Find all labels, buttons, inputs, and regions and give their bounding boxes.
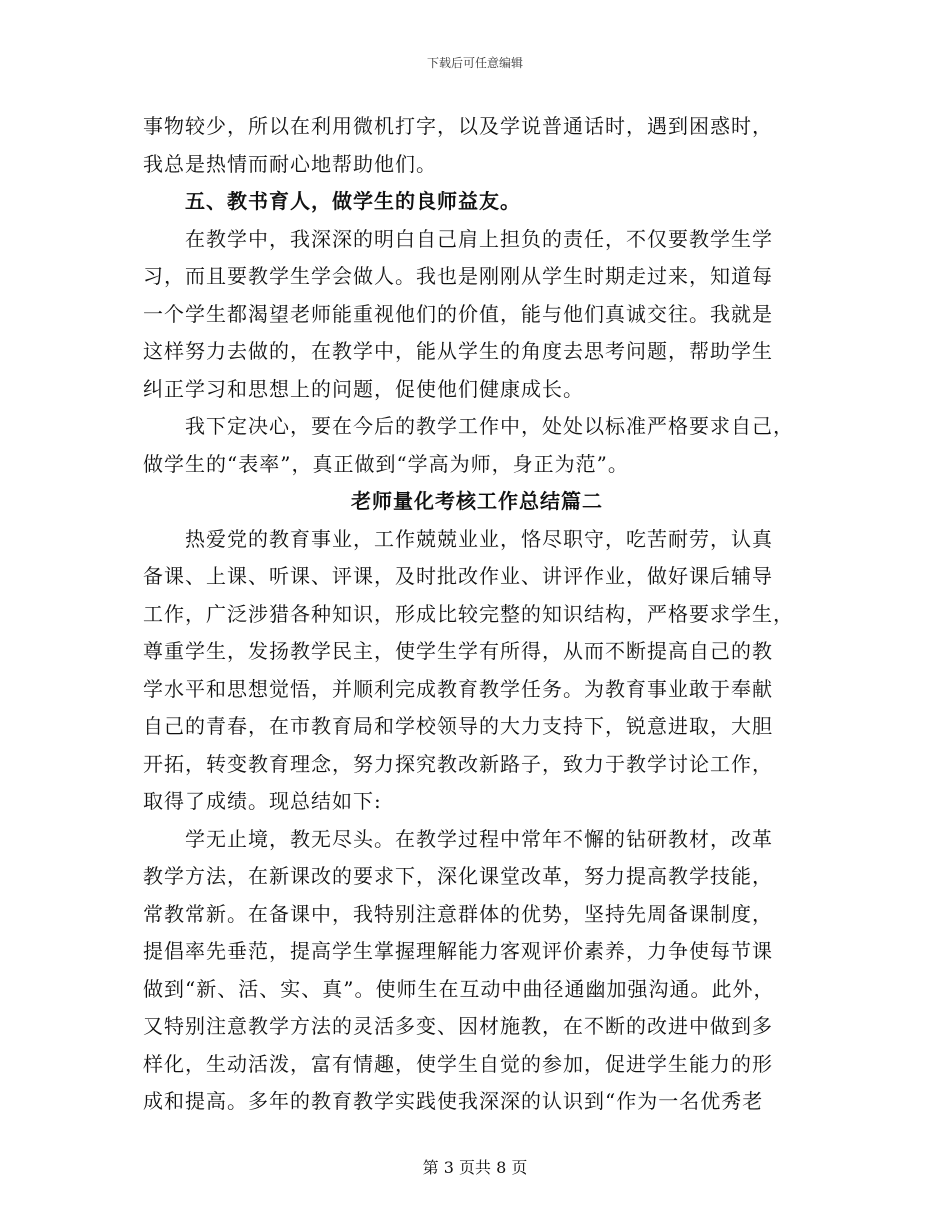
page-footer: 第 3 页共 8 页 bbox=[422, 1158, 528, 1177]
para7-line-1: 热爱党的教育事业，工作兢兢业业，恪尽职守，吃苦耐劳，认真 bbox=[143, 526, 773, 551]
para7-line-8: 取得了成绩。现总结如下: bbox=[143, 789, 382, 813]
document-body bbox=[143, 108, 811, 1121]
para5-line-3: 一个学生都渴望老师能重视他们的价值，能与他们真诚交往。我就是 bbox=[143, 301, 773, 326]
para5-line-5: 纠正学习和思想上的问题，促使他们健康成长。 bbox=[143, 376, 584, 401]
para8-line-8: 成和提高。多年的教育教学实践使我深深的认识到“作为一名优秀老 bbox=[143, 1089, 764, 1113]
para8-line-2: 教学方法，在新课改的要求下，深化课堂改革，努力提高教学技能， bbox=[143, 864, 773, 888]
para8-line-1: 学无止境，教无尽头。在教学过程中常年不懈的钻研教材，改革 bbox=[143, 826, 773, 851]
para7-line-7: 开拓，转变教育理念，努力探究教改新路子，致力于教学讨论工作， bbox=[143, 751, 773, 776]
section-title: 老师量化考核工作总结篇二 bbox=[351, 489, 603, 513]
para8-line-7: 样化，生动活泼，富有情趣，使学生自觉的参加，促进学生能力的形 bbox=[143, 1051, 773, 1076]
para5-line-1: 在教学中，我深深的明白自己肩上担负的责任，不仅要教学生学 bbox=[143, 226, 773, 251]
body-line-2: 我总是热情而耐心地帮助他们。 bbox=[143, 151, 437, 176]
para7-line-5: 学水平和思想觉悟，并顺利完成教育教学任务。为教育事业敢于奉献 bbox=[143, 676, 773, 701]
para8-line-4: 提倡率先垂范，提高学生掌握理解能力客观评价素养，力争使每节课 bbox=[143, 939, 773, 963]
body-line-1: 事物较少，所以在利用微机打字，以及学说普通话时，遇到困惑时， bbox=[143, 114, 773, 138]
para5-line-4: 这样努力去做的，在教学中，能从学生的角度去思考问题，帮助学生 bbox=[143, 339, 773, 363]
para7-line-4: 尊重学生，发扬教学民主，使学生学有所得，从而不断提高自己的教 bbox=[143, 639, 773, 663]
section-heading-5: 五、教书育人，做学生的良师益友。 bbox=[185, 189, 521, 213]
para7-line-2: 备课、上课、听课、评课，及时批改作业、讲评作业，做好课后辅导 bbox=[143, 564, 773, 588]
para6-line-2: 做学生的“表率”，真正做到“学高为师，身正为范”。 bbox=[143, 451, 629, 476]
para7-line-6: 自己的青春，在市教育局和学校领导的大力支持下，锐意进取，大胆 bbox=[143, 714, 773, 738]
para5-line-2: 习，而且要教学生学会做人。我也是刚刚从学生时期走过来，知道每 bbox=[143, 264, 773, 288]
para7-line-3: 工作，广泛涉猎各种知识，形成比较完整的知识结构，严格要求学生， bbox=[143, 601, 794, 626]
page-header: 下载后可任意编辑 bbox=[426, 56, 523, 70]
para8-line-3: 常教常新。在备课中，我特别注意群体的优势，坚持先周备课制度， bbox=[143, 901, 773, 926]
para8-line-6: 又特别注意教学方法的灵活多变、因材施教，在不断的改进中做到多 bbox=[143, 1014, 773, 1038]
para8-line-5: 做到“新、活、实、真”。使师生在互动中曲径通幽加强沟通。此外， bbox=[143, 976, 775, 1001]
para6-line-1: 我下定决心，要在今后的教学工作中，处处以标准严格要求自己， bbox=[143, 414, 794, 438]
